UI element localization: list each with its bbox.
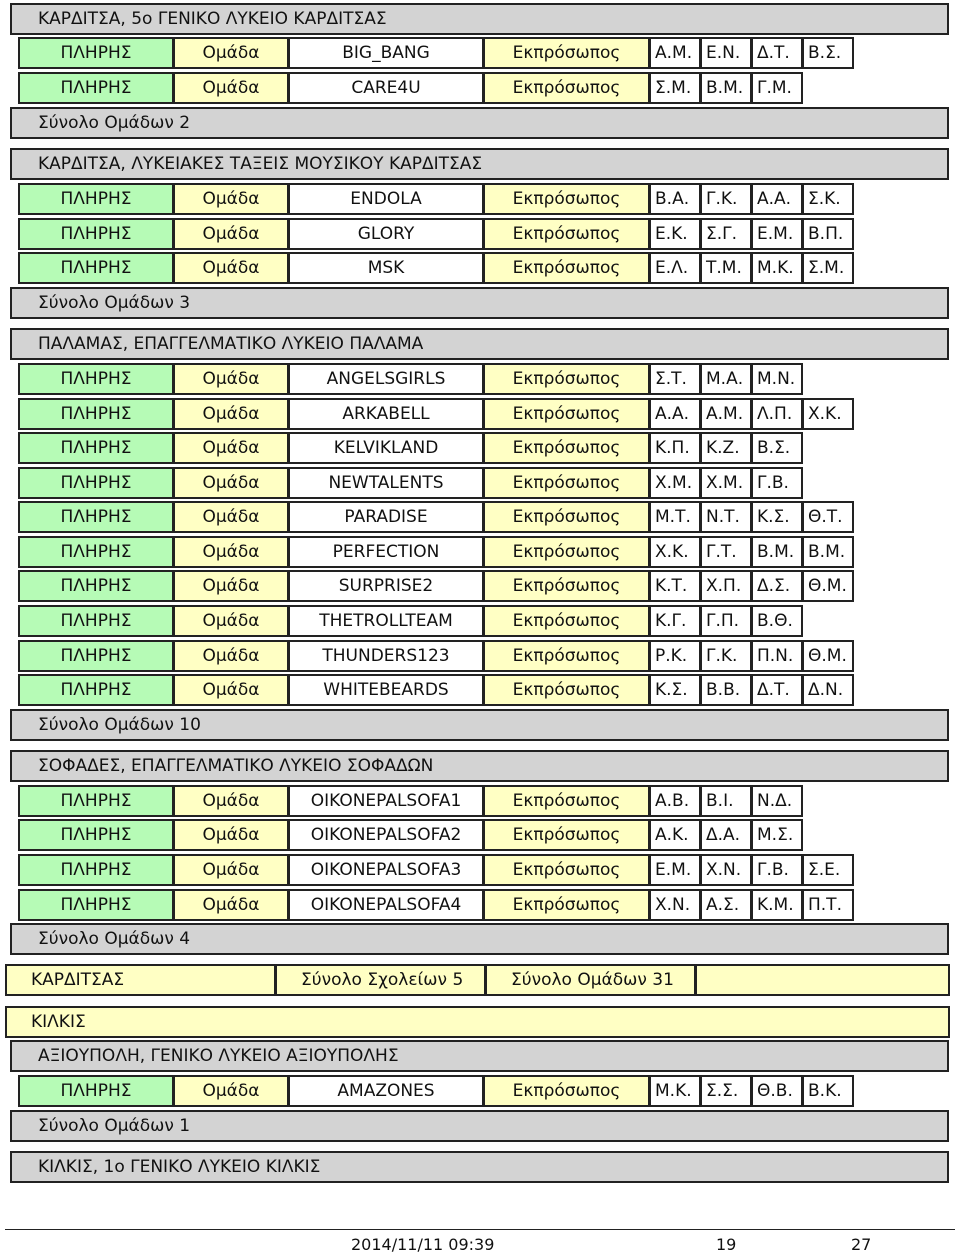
status-cell: ΠΛΗΡΗΣ [18,854,174,886]
team-total-row: Σύνολο Ομάδων 2 [10,107,949,139]
team-name-cell: THUNDERS123 [288,640,484,672]
team-label-cell: Ομάδα [173,72,289,104]
member-initials-cell: Ρ.Κ. [649,640,701,672]
team-total-row: Σύνολο Ομάδων 4 [10,923,949,955]
school-title: ΚΑΡΔΙΤΣΑ, ΛΥΚΕΙΑΚΕΣ ΤΑΞΕΙΣ ΜΟΥΣΙΚΟΥ ΚΑΡΔΙΤΣΑΣ [10,148,949,180]
member-initials-cell: Β.Β. [700,674,752,706]
status-cell: ΠΛΗΡΗΣ [18,536,174,568]
team-name-cell: KELVIKLAND [288,432,484,464]
team-label-cell: Ομάδα [173,674,289,706]
member-initials-cell: Κ.Γ. [649,605,701,637]
representative-label-cell: Εκπρόσωπος [483,37,650,69]
member-initials-cell: Μ.Κ. [649,1075,701,1107]
member-initials-cell: Χ.Κ. [802,398,854,430]
status-cell: ΠΛΗΡΗΣ [18,37,174,69]
representative-label-cell: Εκπρόσωπος [483,785,650,817]
member-initials-cell: Θ.Τ. [802,501,854,533]
member-initials-cell: Α.Β. [649,785,701,817]
summary-empty [695,964,950,996]
member-initials-cell: Ε.Λ. [649,252,701,284]
team-name-cell: OIKONEPALSOFA3 [288,854,484,886]
member-initials-cell: Μ.Τ. [649,501,701,533]
member-initials-cell: Β.Μ. [700,72,752,104]
team-label-cell: Ομάδα [173,854,289,886]
member-initials-cell: Κ.Μ. [751,889,803,921]
status-cell: ΠΛΗΡΗΣ [18,640,174,672]
member-initials-cell: Α.Α. [649,398,701,430]
region-header: ΚΙΛΚΙΣ [5,1006,950,1038]
member-initials-cell: Χ.Π. [700,570,752,602]
footer-divider [5,1229,955,1230]
team-label-cell: Ομάδα [173,363,289,395]
team-label-cell: Ομάδα [173,536,289,568]
member-initials-cell: Α.Μ. [700,398,752,430]
member-initials-cell: Γ.Β. [751,854,803,886]
team-label-cell: Ομάδα [173,252,289,284]
member-initials-cell: Χ.Κ. [649,536,701,568]
school-title: ΚΙΛΚΙΣ, 1ο ΓΕΝΙΚΟ ΛΥΚΕΙΟ ΚΙΛΚΙΣ [10,1151,949,1183]
team-name-cell: WHITEBEARDS [288,674,484,706]
team-label-cell: Ομάδα [173,640,289,672]
member-initials-cell: Γ.Β. [751,467,803,499]
footer-datetime: 2014/11/11 09:39 [351,1235,495,1254]
status-cell: ΠΛΗΡΗΣ [18,432,174,464]
member-initials-cell: Κ.Π. [649,432,701,464]
member-initials-cell: Γ.Π. [700,605,752,637]
member-initials-cell: Β.Α. [649,183,701,215]
status-cell: ΠΛΗΡΗΣ [18,819,174,851]
team-label-cell: Ομάδα [173,183,289,215]
summary-region: ΚΑΡΔΙΤΣΑΣ [5,964,276,996]
team-label-cell: Ομάδα [173,1075,289,1107]
member-initials-cell: Π.Τ. [802,889,854,921]
representative-label-cell: Εκπρόσωπος [483,398,650,430]
team-name-cell: THETROLLTEAM [288,605,484,637]
team-label-cell: Ομάδα [173,432,289,464]
team-name-cell: AMAZONES [288,1075,484,1107]
school-title: ΣΟΦΑΔΕΣ, ΕΠΑΓΓΕΛΜΑΤΙΚΟ ΛΥΚΕΙΟ ΣΟΦΑΔΩΝ [10,750,949,782]
member-initials-cell: Σ.Μ. [802,252,854,284]
status-cell: ΠΛΗΡΗΣ [18,785,174,817]
team-label-cell: Ομάδα [173,398,289,430]
member-initials-cell: Κ.Τ. [649,570,701,602]
member-initials-cell: Δ.Τ. [751,674,803,706]
representative-label-cell: Εκπρόσωπος [483,889,650,921]
team-label-cell: Ομάδα [173,218,289,250]
member-initials-cell: Κ.Ζ. [700,432,752,464]
representative-label-cell: Εκπρόσωπος [483,218,650,250]
team-name-cell: SURPRISE2 [288,570,484,602]
representative-label-cell: Εκπρόσωπος [483,183,650,215]
member-initials-cell: Θ.Μ. [802,640,854,672]
member-initials-cell: Χ.Μ. [700,467,752,499]
member-initials-cell: Γ.Μ. [751,72,803,104]
member-initials-cell: Α.Κ. [649,819,701,851]
member-initials-cell: Δ.Α. [700,819,752,851]
member-initials-cell: Γ.Κ. [700,183,752,215]
region-summary [5,964,950,996]
summary-schools: Σύνολο Σχολείων 5 [275,964,486,996]
member-initials-cell: Β.Π. [802,218,854,250]
status-cell: ΠΛΗΡΗΣ [18,467,174,499]
member-initials-cell: Σ.Γ. [700,218,752,250]
status-cell: ΠΛΗΡΗΣ [18,398,174,430]
team-name-cell: PERFECTION [288,536,484,568]
representative-label-cell: Εκπρόσωπος [483,363,650,395]
team-label-cell: Ομάδα [173,605,289,637]
team-name-cell: OIKONEPALSOFA4 [288,889,484,921]
team-name-cell: NEWTALENTS [288,467,484,499]
footer-total-pages: 27 [851,1235,872,1254]
member-initials-cell: Δ.Τ. [751,37,803,69]
member-initials-cell: Μ.Ν. [751,363,803,395]
member-initials-cell: Χ.Ν. [700,854,752,886]
team-label-cell: Ομάδα [173,501,289,533]
status-cell: ΠΛΗΡΗΣ [18,605,174,637]
member-initials-cell: Ε.Κ. [649,218,701,250]
representative-label-cell: Εκπρόσωπος [483,819,650,851]
school-title: ΚΑΡΔΙΤΣΑ, 5ο ΓΕΝΙΚΟ ΛΥΚΕΙΟ ΚΑΡΔΙΤΣΑΣ [10,3,949,35]
member-initials-cell: Β.Ι. [700,785,752,817]
team-label-cell: Ομάδα [173,570,289,602]
member-initials-cell: Α.Μ. [649,37,701,69]
member-initials-cell: Β.Σ. [802,37,854,69]
representative-label-cell: Εκπρόσωπος [483,605,650,637]
member-initials-cell: Α.Α. [751,183,803,215]
member-initials-cell: Σ.Μ. [649,72,701,104]
school-title: ΠΑΛΑΜΑΣ, ΕΠΑΓΓΕΛΜΑΤΙΚΟ ΛΥΚΕΙΟ ΠΑΛΑΜΑ [10,328,949,360]
team-total-row: Σύνολο Ομάδων 1 [10,1110,949,1142]
representative-label-cell: Εκπρόσωπος [483,674,650,706]
status-cell: ΠΛΗΡΗΣ [18,570,174,602]
member-initials-cell: Σ.Ε. [802,854,854,886]
team-name-cell: MSK [288,252,484,284]
status-cell: ΠΛΗΡΗΣ [18,889,174,921]
representative-label-cell: Εκπρόσωπος [483,72,650,104]
team-name-cell: BIG_BANG [288,37,484,69]
team-total-row: Σύνολο Ομάδων 10 [10,709,949,741]
team-label-cell: Ομάδα [173,467,289,499]
member-initials-cell: Θ.Β. [751,1075,803,1107]
member-initials-cell: Ν.Δ. [751,785,803,817]
representative-label-cell: Εκπρόσωπος [483,1075,650,1107]
status-cell: ΠΛΗΡΗΣ [18,363,174,395]
team-total-row: Σύνολο Ομάδων 3 [10,287,949,319]
status-cell: ΠΛΗΡΗΣ [18,218,174,250]
status-cell: ΠΛΗΡΗΣ [18,252,174,284]
member-initials-cell: Κ.Σ. [649,674,701,706]
member-initials-cell: Θ.Μ. [802,570,854,602]
status-cell: ΠΛΗΡΗΣ [18,674,174,706]
status-cell: ΠΛΗΡΗΣ [18,1075,174,1107]
team-name-cell: OIKONEPALSOFA1 [288,785,484,817]
member-initials-cell: Χ.Ν. [649,889,701,921]
representative-label-cell: Εκπρόσωπος [483,570,650,602]
member-initials-cell: Β.Σ. [751,432,803,464]
representative-label-cell: Εκπρόσωπος [483,640,650,672]
team-name-cell: ENDOLA [288,183,484,215]
representative-label-cell: Εκπρόσωπος [483,432,650,464]
member-initials-cell: Σ.Κ. [802,183,854,215]
member-initials-cell: Ε.Μ. [649,854,701,886]
member-initials-cell: Μ.Κ. [751,252,803,284]
member-initials-cell: Β.Μ. [751,536,803,568]
team-name-cell: PARADISE [288,501,484,533]
footer-page-number: 19 [716,1235,737,1254]
team-label-cell: Ομάδα [173,819,289,851]
member-initials-cell: Β.Κ. [802,1075,854,1107]
member-initials-cell: Α.Σ. [700,889,752,921]
status-cell: ΠΛΗΡΗΣ [18,183,174,215]
member-initials-cell: Σ.Τ. [649,363,701,395]
member-initials-cell: Ν.Τ. [700,501,752,533]
member-initials-cell: Π.Ν. [751,640,803,672]
team-label-cell: Ομάδα [173,889,289,921]
member-initials-cell: Δ.Ν. [802,674,854,706]
member-initials-cell: Β.Μ. [802,536,854,568]
representative-label-cell: Εκπρόσωπος [483,467,650,499]
member-initials-cell: Ε.Μ. [751,218,803,250]
team-name-cell: ARKABELL [288,398,484,430]
member-initials-cell: Δ.Σ. [751,570,803,602]
member-initials-cell: Κ.Σ. [751,501,803,533]
member-initials-cell: Τ.Μ. [700,252,752,284]
status-cell: ΠΛΗΡΗΣ [18,501,174,533]
team-name-cell: GLORY [288,218,484,250]
representative-label-cell: Εκπρόσωπος [483,536,650,568]
team-name-cell: CARE4U [288,72,484,104]
representative-label-cell: Εκπρόσωπος [483,252,650,284]
member-initials-cell: Σ.Σ. [700,1075,752,1107]
member-initials-cell: Ε.Ν. [700,37,752,69]
status-cell: ΠΛΗΡΗΣ [18,72,174,104]
member-initials-cell: Β.Θ. [751,605,803,637]
member-initials-cell: Μ.Α. [700,363,752,395]
representative-label-cell: Εκπρόσωπος [483,501,650,533]
team-name-cell: ANGELSGIRLS [288,363,484,395]
representative-label-cell: Εκπρόσωπος [483,854,650,886]
member-initials-cell: Λ.Π. [751,398,803,430]
team-label-cell: Ομάδα [173,37,289,69]
member-initials-cell: Γ.Κ. [700,640,752,672]
school-title: ΑΞΙΟΥΠΟΛΗ, ΓΕΝΙΚΟ ΛΥΚΕΙΟ ΑΞΙΟΥΠΟΛΗΣ [10,1040,949,1072]
summary-teams: Σύνολο Ομάδων 31 [485,964,696,996]
member-initials-cell: Γ.Τ. [700,536,752,568]
team-name-cell: OIKONEPALSOFA2 [288,819,484,851]
member-initials-cell: Χ.Μ. [649,467,701,499]
member-initials-cell: Μ.Σ. [751,819,803,851]
team-label-cell: Ομάδα [173,785,289,817]
